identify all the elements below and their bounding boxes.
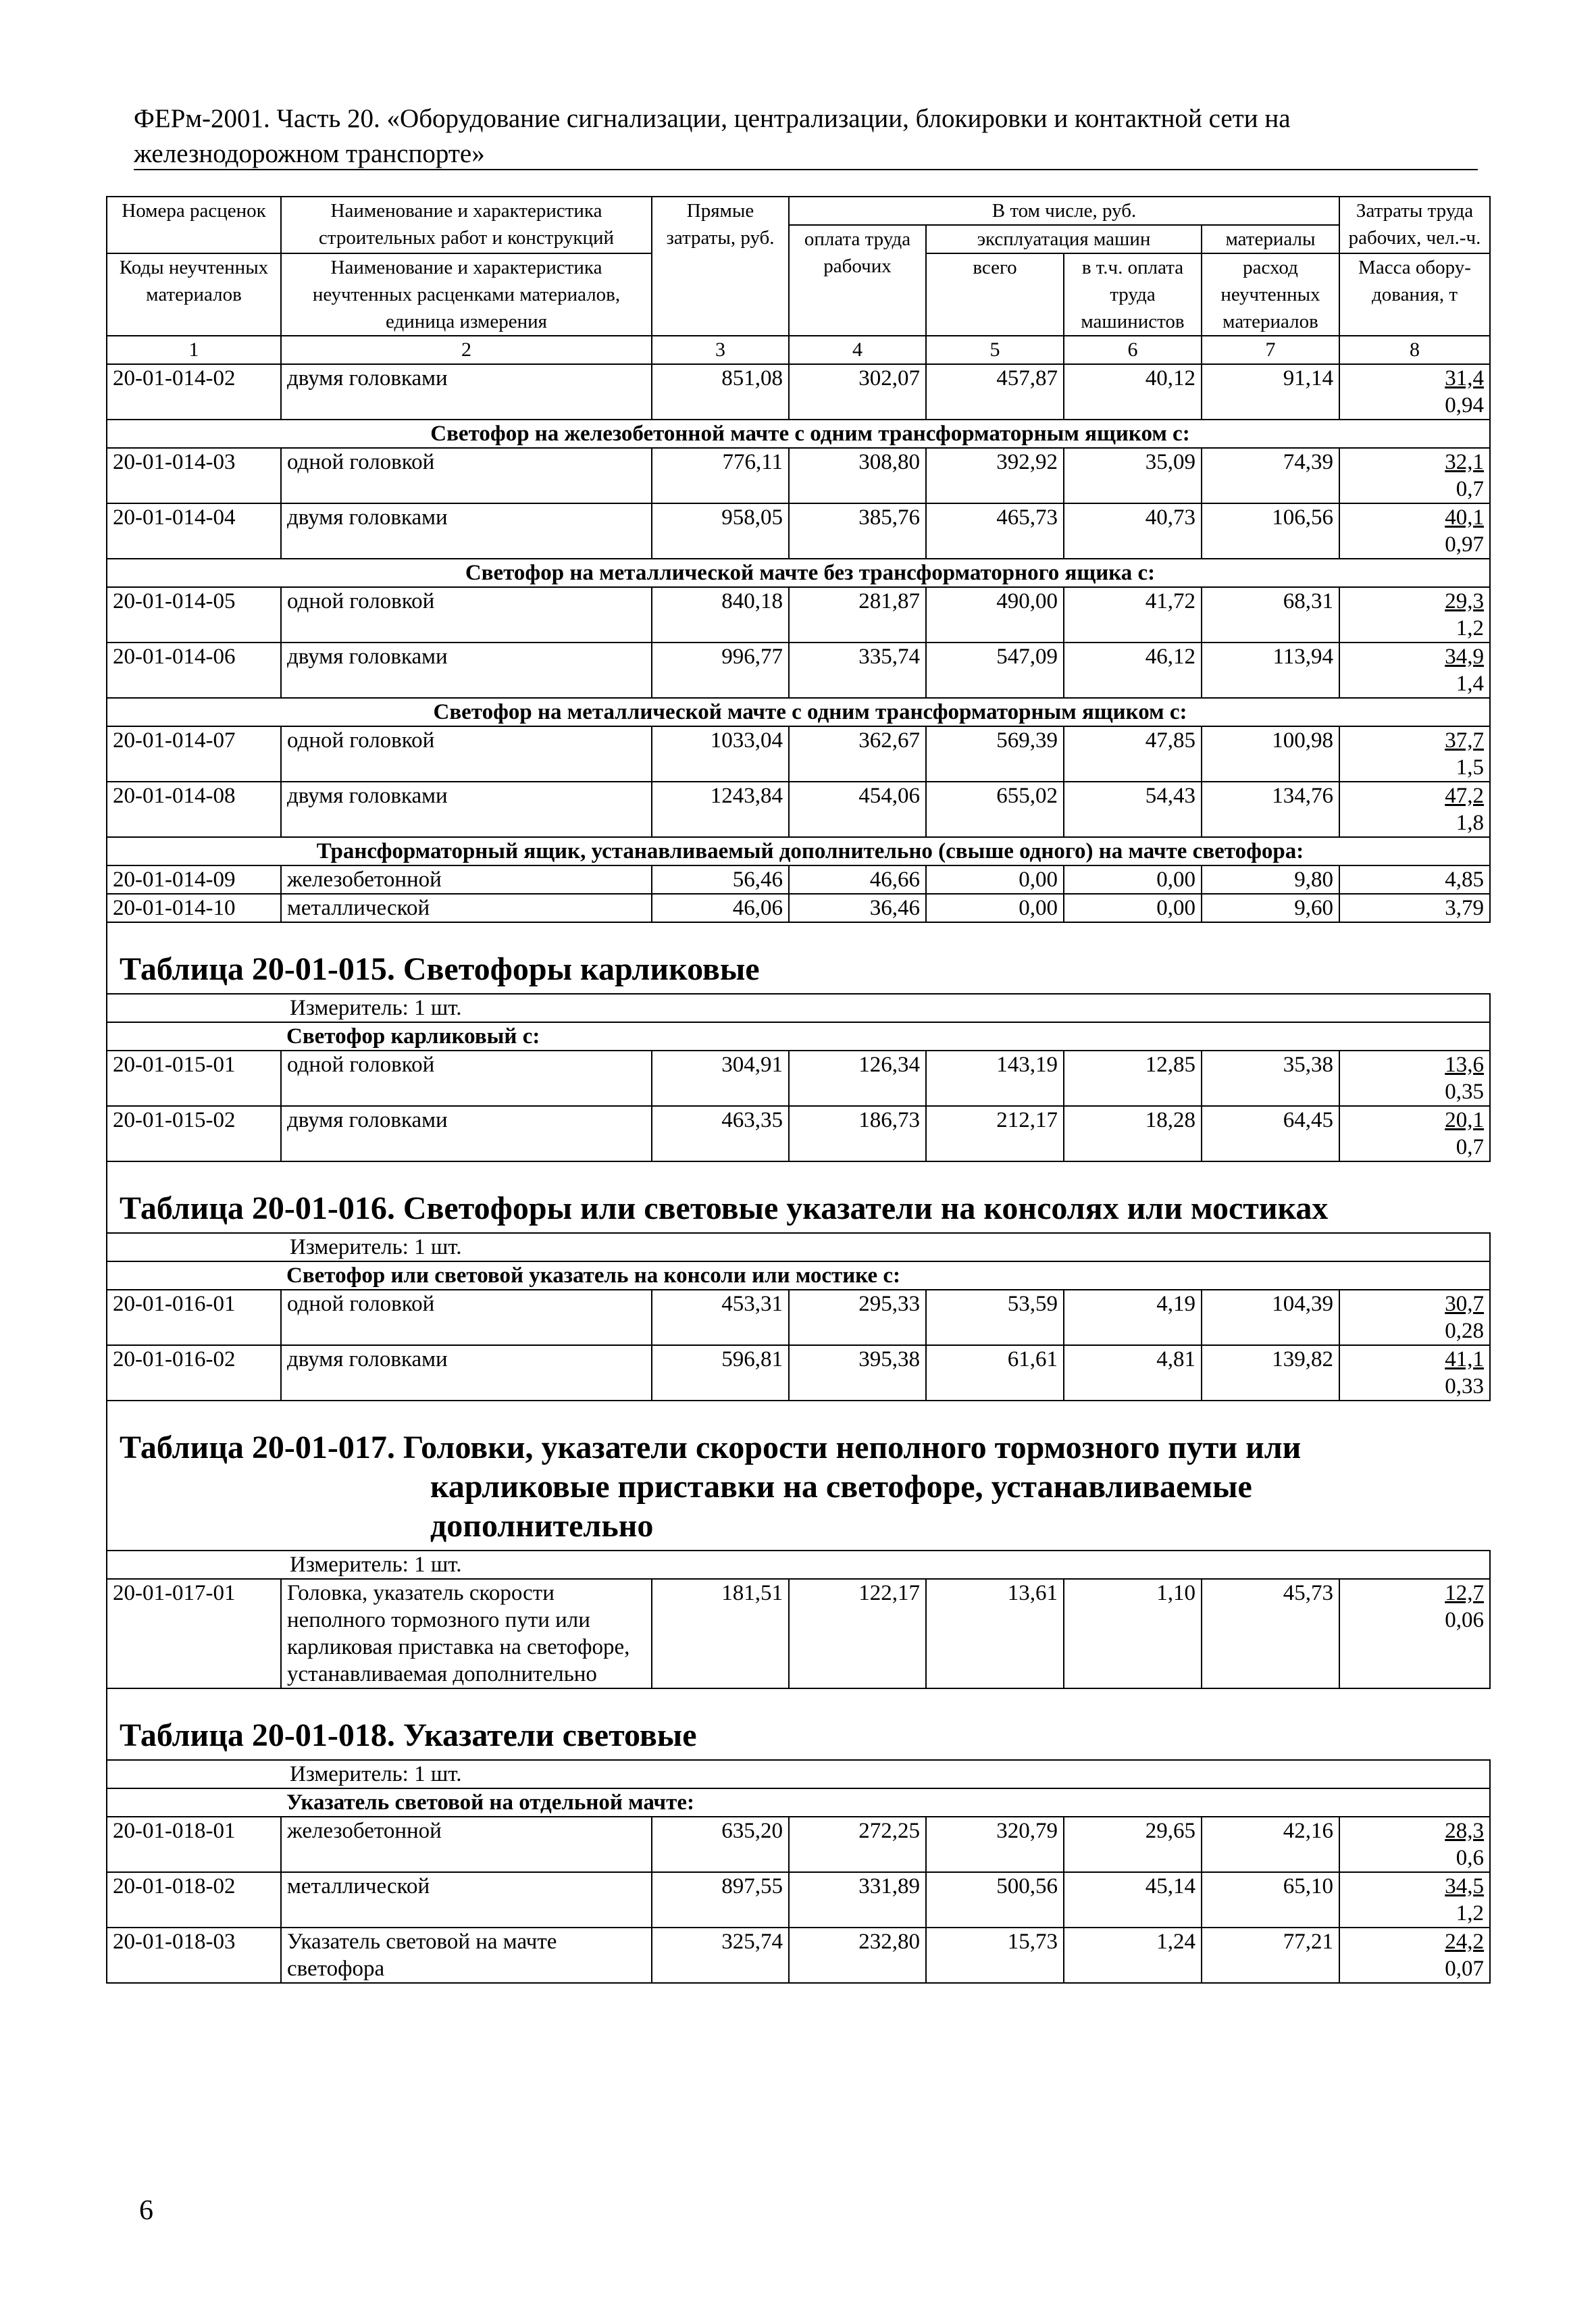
section-row — [107, 837, 1490, 865]
direct-costs: 635,20 — [652, 1817, 789, 1872]
rate-name: одной головкой — [281, 726, 652, 782]
colnum-3: 3 — [652, 336, 789, 364]
labor-and-mass — [1339, 364, 1490, 420]
worker-pay: 362,67 — [789, 726, 926, 782]
rate-code: 20-01-018-03 — [107, 1928, 281, 1983]
rate-name: двумя головками — [281, 503, 652, 559]
table-row — [107, 865, 1490, 894]
rate-code: 20-01-014-03 — [107, 448, 281, 503]
machine-total: 655,02 — [926, 782, 1064, 837]
rate-code: 20-01-014-06 — [107, 643, 281, 698]
machine-total: 0,00 — [926, 894, 1064, 922]
table-row — [107, 1345, 1490, 1401]
machine-total: 490,00 — [926, 587, 1064, 643]
materials: 64,45 — [1202, 1106, 1339, 1161]
measure-row — [107, 1760, 1490, 1788]
rate-name: железобетонной — [281, 865, 652, 894]
section-row — [107, 1022, 1490, 1051]
operator-pay: 29,65 — [1064, 1817, 1202, 1872]
operator-pay: 0,00 — [1064, 894, 1202, 922]
labor-hours: 34,5 — [1445, 1874, 1484, 1898]
labor-and-mass — [1339, 726, 1490, 782]
machine-total: 53,59 — [926, 1290, 1064, 1345]
machine-total: 0,00 — [926, 865, 1064, 894]
rate-code: 20-01-015-01 — [107, 1051, 281, 1106]
operator-pay: 1,10 — [1064, 1579, 1202, 1688]
table-row — [107, 894, 1490, 922]
table-row — [107, 782, 1490, 837]
table-title-line-2: карликовые приставки на светофоре, устанавливаемые — [430, 1469, 1252, 1505]
table-row — [107, 587, 1490, 643]
direct-costs: 596,81 — [652, 1345, 789, 1401]
table-row — [107, 1051, 1490, 1106]
rate-name: одной головкой — [281, 587, 652, 643]
worker-pay: 232,80 — [789, 1928, 926, 1983]
labor-and-mass — [1339, 1345, 1490, 1401]
labor-and-mass — [1339, 503, 1490, 559]
materials: 134,76 — [1202, 782, 1339, 837]
worker-pay: 186,73 — [789, 1106, 926, 1161]
table-row — [107, 1817, 1490, 1872]
worker-pay: 335,74 — [789, 643, 926, 698]
section-heading: Светофор на металлической мачте без трансформаторного ящика с: — [281, 559, 1339, 587]
operator-pay: 12,85 — [1064, 1051, 1202, 1106]
machine-total: 13,61 — [926, 1579, 1064, 1688]
rate-code: 20-01-018-01 — [107, 1817, 281, 1872]
colnum-8: 8 — [1339, 336, 1490, 364]
measure-row — [107, 1551, 1490, 1579]
machine-total: 457,87 — [926, 364, 1064, 420]
colnum-1: 1 — [107, 336, 281, 364]
equipment-mass: 0,06 — [1445, 1608, 1484, 1632]
rate-name: двумя головками — [281, 1106, 652, 1161]
operator-pay: 4,19 — [1064, 1290, 1202, 1345]
labor-and-mass — [1339, 448, 1490, 503]
equipment-mass: 1,4 — [1456, 672, 1484, 696]
table-title — [107, 1401, 1490, 1551]
labor-and-mass — [1339, 1872, 1490, 1928]
rate-name: одной головкой — [281, 448, 652, 503]
materials: 42,16 — [1202, 1817, 1339, 1872]
table-row — [107, 643, 1490, 698]
worker-pay: 385,76 — [789, 503, 926, 559]
direct-costs: 1243,84 — [652, 782, 789, 837]
rate-name: одной головкой — [281, 1051, 652, 1106]
rate-name: Указатель световой на мачте светофора — [281, 1928, 652, 1983]
measure-unit: Измеритель: 1 шт. — [107, 1760, 1490, 1788]
materials: 68,31 — [1202, 587, 1339, 643]
rate-code: 20-01-018-02 — [107, 1872, 281, 1928]
direct-costs: 996,77 — [652, 643, 789, 698]
equipment-mass: 0,07 — [1445, 1957, 1484, 1981]
direct-costs: 897,55 — [652, 1872, 789, 1928]
header-rule — [134, 169, 1478, 170]
direct-costs: 463,35 — [652, 1106, 789, 1161]
labor-hours: 28,3 — [1445, 1819, 1484, 1843]
section-row — [107, 420, 1490, 448]
labor-hours: 4,85 — [1339, 865, 1490, 894]
equipment-mass: 0,7 — [1456, 477, 1484, 501]
operator-pay: 35,09 — [1064, 448, 1202, 503]
rate-name: металлической — [281, 894, 652, 922]
operator-pay: 45,14 — [1064, 1872, 1202, 1928]
labor-hours: 40,1 — [1445, 505, 1484, 530]
machine-total: 569,39 — [926, 726, 1064, 782]
header-material-name: Наименование и характеристика неучтенных расценками материалов, единица измерения — [281, 253, 652, 336]
machine-total: 143,19 — [926, 1051, 1064, 1106]
direct-costs: 776,11 — [652, 448, 789, 503]
section-heading: Светофор карликовый с: — [281, 1022, 1339, 1051]
section-row — [107, 1261, 1490, 1290]
table-row — [107, 448, 1490, 503]
table-row — [107, 1579, 1490, 1688]
worker-pay: 281,87 — [789, 587, 926, 643]
machine-total: 392,92 — [926, 448, 1064, 503]
equipment-mass: 1,2 — [1456, 1901, 1484, 1926]
direct-costs: 325,74 — [652, 1928, 789, 1983]
measure-row — [107, 1233, 1490, 1261]
rate-code: 20-01-014-02 — [107, 364, 281, 420]
header-machine-operation: эксплуатация машин — [926, 225, 1202, 253]
table-row — [107, 1928, 1490, 1983]
header-labor-costs: Затраты труда рабочих, чел.-ч. — [1339, 197, 1490, 253]
materials: 91,14 — [1202, 364, 1339, 420]
materials: 9,60 — [1202, 894, 1339, 922]
equipment-mass: 0,97 — [1445, 532, 1484, 557]
section-heading: Светофор или световой указатель на консоли или мостике с: — [281, 1261, 1339, 1290]
measure-unit: Измеритель: 1 шт. — [107, 1551, 1490, 1579]
machine-total: 465,73 — [926, 503, 1064, 559]
table-title: Таблица 20-01-018. Указатели световые — [107, 1688, 1490, 1760]
labor-and-mass — [1339, 1290, 1490, 1345]
rate-code: 20-01-014-07 — [107, 726, 281, 782]
operator-pay: 54,43 — [1064, 782, 1202, 837]
table-title: Таблица 20-01-016. Светофоры или световые указатели на консолях или мостиках — [107, 1161, 1490, 1233]
labor-hours: 47,2 — [1445, 784, 1484, 808]
worker-pay: 302,07 — [789, 364, 926, 420]
header-including: В том числе, руб. — [789, 197, 1339, 225]
worker-pay: 272,25 — [789, 1817, 926, 1872]
labor-hours: 34,9 — [1445, 645, 1484, 669]
rates-table — [106, 196, 1491, 1984]
materials: 139,82 — [1202, 1345, 1339, 1401]
direct-costs: 46,06 — [652, 894, 789, 922]
worker-pay: 122,17 — [789, 1579, 926, 1688]
operator-pay: 18,28 — [1064, 1106, 1202, 1161]
labor-and-mass — [1339, 1106, 1490, 1161]
equipment-mass: 1,8 — [1456, 811, 1484, 835]
colnum-2: 2 — [281, 336, 652, 364]
materials: 45,73 — [1202, 1579, 1339, 1688]
rate-name: металлической — [281, 1872, 652, 1928]
worker-pay: 126,34 — [789, 1051, 926, 1106]
machine-total: 61,61 — [926, 1345, 1064, 1401]
rate-code: 20-01-014-05 — [107, 587, 281, 643]
labor-hours: 20,1 — [1445, 1108, 1484, 1132]
labor-and-mass — [1339, 643, 1490, 698]
rate-code: 20-01-016-02 — [107, 1345, 281, 1401]
direct-costs: 851,08 — [652, 364, 789, 420]
colnum-7: 7 — [1202, 336, 1339, 364]
labor-hours: 37,7 — [1445, 728, 1484, 753]
equipment-mass: 0,33 — [1445, 1374, 1484, 1399]
table-row — [107, 1290, 1490, 1345]
rate-code: 20-01-016-01 — [107, 1290, 281, 1345]
table-title: Таблица 20-01-015. Светофоры карликовые — [107, 922, 1490, 994]
rate-name: Головка, указатель скорости неполного тормозного пути или карликовая приставка на светофоре, устанавливаемая дополнительно — [281, 1579, 652, 1688]
direct-costs: 304,91 — [652, 1051, 789, 1106]
table-title-row — [107, 922, 1490, 994]
materials: 104,39 — [1202, 1290, 1339, 1345]
header-rate-numbers: Номера расценок — [107, 197, 281, 253]
equipment-mass: 0,6 — [1456, 1846, 1484, 1870]
table-row — [107, 364, 1490, 420]
operator-pay: 40,73 — [1064, 503, 1202, 559]
header-work-name: Наименование и характеристика строительных работ и конструкций — [281, 197, 652, 253]
labor-hours: 30,7 — [1445, 1292, 1484, 1316]
header-machine-total: всего — [926, 253, 1064, 336]
rate-code: 20-01-014-10 — [107, 894, 281, 922]
measure-unit: Измеритель: 1 шт. — [107, 1233, 1490, 1261]
rate-code: 20-01-014-08 — [107, 782, 281, 837]
header-materials: материалы — [1202, 225, 1339, 253]
materials: 113,94 — [1202, 643, 1339, 698]
rate-name: двумя головками — [281, 782, 652, 837]
labor-hours: 13,6 — [1445, 1053, 1484, 1077]
section-heading: Указатель световой на отдельной мачте: — [281, 1788, 1339, 1817]
table-title-row — [107, 1161, 1490, 1233]
colnum-6: 6 — [1064, 336, 1202, 364]
labor-and-mass — [1339, 1817, 1490, 1872]
table-row — [107, 726, 1490, 782]
rate-name: двумя головками — [281, 1345, 652, 1401]
labor-hours: 24,2 — [1445, 1930, 1484, 1954]
rate-name: железобетонной — [281, 1817, 652, 1872]
direct-costs: 181,51 — [652, 1579, 789, 1688]
section-heading: Трансформаторный ящик, устанавливаемый дополнительно (свыше одного) на мачте светофора: — [281, 837, 1339, 865]
rate-name: двумя головками — [281, 643, 652, 698]
table-title-line-1: Таблица 20-01-017. Головки, указатели скорости неполного тормозного пути или — [120, 1430, 1302, 1465]
direct-costs: 958,05 — [652, 503, 789, 559]
worker-pay: 395,38 — [789, 1345, 926, 1401]
labor-hours: 12,7 — [1445, 1581, 1484, 1605]
labor-hours: 41,1 — [1445, 1347, 1484, 1372]
measure-row — [107, 994, 1490, 1022]
operator-pay: 41,72 — [1064, 587, 1202, 643]
section-row — [107, 698, 1490, 726]
worker-pay: 454,06 — [789, 782, 926, 837]
labor-hours: 32,1 — [1445, 450, 1484, 474]
worker-pay: 331,89 — [789, 1872, 926, 1928]
worker-pay: 308,80 — [789, 448, 926, 503]
machine-total: 500,56 — [926, 1872, 1064, 1928]
table-title-row — [107, 1688, 1490, 1760]
column-numbers-row — [107, 336, 1490, 364]
labor-and-mass — [1339, 1051, 1490, 1106]
labor-and-mass — [1339, 1928, 1490, 1983]
machine-total: 212,17 — [926, 1106, 1064, 1161]
rate-name: одной головкой — [281, 1290, 652, 1345]
document-header — [134, 101, 1478, 172]
machine-total: 15,73 — [926, 1928, 1064, 1983]
table-title-row — [107, 1401, 1490, 1551]
direct-costs: 1033,04 — [652, 726, 789, 782]
equipment-mass: 0,7 — [1456, 1135, 1484, 1159]
materials: 35,38 — [1202, 1051, 1339, 1106]
header-line-1: ФЕРм-2001. Часть 20. «Оборудование сигнализации, централизации, блокировки и контактной сети на — [134, 104, 1291, 133]
header-material-usage: расход неучтенных материалов — [1202, 253, 1339, 336]
table-row — [107, 503, 1490, 559]
direct-costs: 840,18 — [652, 587, 789, 643]
direct-costs: 453,31 — [652, 1290, 789, 1345]
materials: 77,21 — [1202, 1928, 1339, 1983]
rate-name: двумя головками — [281, 364, 652, 420]
header-operator-pay: в т.ч. оплата труда машинистов — [1064, 253, 1202, 336]
header-material-codes: Коды неучтенных материалов — [107, 253, 281, 336]
operator-pay: 1,24 — [1064, 1928, 1202, 1983]
labor-and-mass — [1339, 587, 1490, 643]
equipment-mass: 1,2 — [1456, 616, 1484, 640]
rate-code: 20-01-017-01 — [107, 1579, 281, 1688]
equipment-mass: 0,94 — [1445, 393, 1484, 418]
equipment-mass: 1,5 — [1456, 755, 1484, 780]
colnum-4: 4 — [789, 336, 926, 364]
labor-hours: 3,79 — [1339, 894, 1490, 922]
rates-table-frame — [106, 196, 1489, 1984]
colnum-5: 5 — [926, 336, 1064, 364]
header-worker-pay: оплата труда рабочих — [789, 225, 926, 336]
materials: 65,10 — [1202, 1872, 1339, 1928]
table-row — [107, 1106, 1490, 1161]
equipment-mass: 0,28 — [1445, 1319, 1484, 1343]
materials: 106,56 — [1202, 503, 1339, 559]
table-header-row-1 — [107, 197, 1490, 225]
table-title-line-3: дополнительно — [430, 1508, 654, 1544]
header-line-2: железнодорожном транспорте» — [134, 139, 485, 168]
header-direct-costs: Прямые затраты, руб. — [652, 197, 789, 336]
worker-pay: 295,33 — [789, 1290, 926, 1345]
labor-and-mass — [1339, 1579, 1490, 1688]
rate-code: 20-01-015-02 — [107, 1106, 281, 1161]
section-heading: Светофор на металлической мачте с одним трансформаторным ящиком с: — [281, 698, 1339, 726]
table-row — [107, 1872, 1490, 1928]
worker-pay: 46,66 — [789, 865, 926, 894]
machine-total: 320,79 — [926, 1817, 1064, 1872]
operator-pay: 4,81 — [1064, 1345, 1202, 1401]
header-equipment-mass: Масса обору-дования, т — [1339, 253, 1490, 336]
rate-code: 20-01-014-09 — [107, 865, 281, 894]
operator-pay: 46,12 — [1064, 643, 1202, 698]
materials: 9,80 — [1202, 865, 1339, 894]
materials: 100,98 — [1202, 726, 1339, 782]
operator-pay: 0,00 — [1064, 865, 1202, 894]
materials: 74,39 — [1202, 448, 1339, 503]
labor-and-mass — [1339, 782, 1490, 837]
section-heading: Светофор на железобетонной мачте с одним трансформаторным ящиком с: — [281, 420, 1339, 448]
equipment-mass: 0,35 — [1445, 1080, 1484, 1104]
machine-total: 547,09 — [926, 643, 1064, 698]
worker-pay: 36,46 — [789, 894, 926, 922]
rate-code: 20-01-014-04 — [107, 503, 281, 559]
page-number: 6 — [139, 2195, 153, 2226]
operator-pay: 40,12 — [1064, 364, 1202, 420]
direct-costs: 56,46 — [652, 865, 789, 894]
operator-pay: 47,85 — [1064, 726, 1202, 782]
labor-hours: 29,3 — [1445, 589, 1484, 613]
section-row — [107, 1788, 1490, 1817]
labor-hours: 31,4 — [1445, 366, 1484, 391]
measure-unit: Измеритель: 1 шт. — [107, 994, 1490, 1022]
section-row — [107, 559, 1490, 587]
